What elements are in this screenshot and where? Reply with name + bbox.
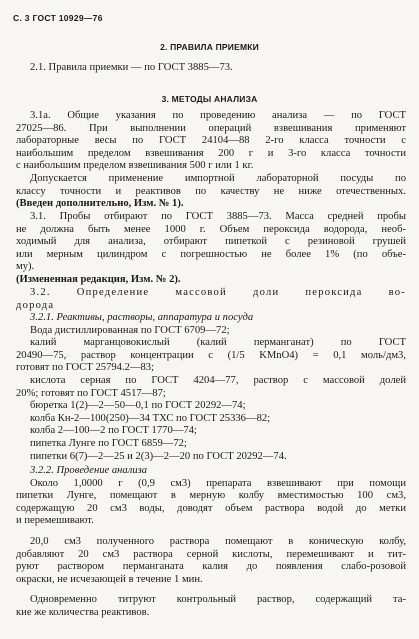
text-line: 20%; готовят по ГОСТ 4517—87;	[16, 387, 166, 399]
text-line: колба 2—100—2 по ГОСТ 1770—74;	[30, 425, 197, 437]
paragraph-2-1	[30, 62, 419, 75]
paragraph-3-2	[16, 287, 406, 312]
text-line: кислота серная по ГОСТ 4204—77, раствор с массовой долей	[30, 374, 406, 386]
section-3-title: 3. МЕТОДЫ АНАЛИЗА	[161, 94, 258, 104]
text-line: кие же количества реактивов.	[16, 606, 150, 618]
text-line: пипетки 6(7)—2—25 и 2(3)—2—20 по ГОСТ 20292—74.	[30, 450, 287, 462]
text-line: с наибольшим пределом взвешивания 500 г или 1 кг.	[16, 160, 254, 172]
text-line: Около 1,0000 г (0,9 см3) препарата взвешивают при помощи	[30, 477, 406, 489]
text-line: Допускается применение импортной лабораторной посуды по	[30, 172, 406, 184]
text-line: классу точности и реактивов по качеству не ниже отечественных.	[16, 185, 406, 197]
text-line: колба Кн-2—100(250)—34 ТХС по ГОСТ 25336—82;	[30, 412, 271, 424]
text-line: калий марганцовокислый (калий перманганат) по ГОСТ	[30, 337, 406, 349]
text-line: готовят по ГОСТ 25794.2—83;	[16, 362, 155, 374]
text-line: 20490—75, раствор концентрации c (1/5 KMnO4) = 0,1 моль/дм3,	[16, 349, 406, 361]
text-line: наибольшим пределом взвешивания 200 г и 3-го класса точности	[16, 147, 406, 159]
text-line: руют раствором перманганата калия до появления слабо-розовой	[16, 561, 406, 573]
text-line: и перемешивают.	[16, 515, 94, 527]
subsection-title: 3.2.1. Реактивы, растворы, аппаратура и посуда	[30, 312, 254, 323]
paragraph-3-1	[16, 211, 406, 287]
text-line: 20,0 см3 полученного раствора помещают в коническую колбу,	[30, 536, 406, 547]
text-line: 3.1. Пробы отбирают по ГОСТ 3885—73. Масса средней пробы	[30, 211, 406, 222]
text-line: Одновременно титруют контрольный раствор, содержащий та-	[30, 594, 406, 605]
text-line: 2.1. Правила приемки — по ГОСТ 3885—73.	[30, 62, 233, 73]
text-line: 27025—86. При выполнении операций взвешивания применяют	[16, 122, 406, 134]
text-line: 3.2. Определение массовой доли пероксида во-	[30, 287, 406, 298]
text-line: 3.1а. Общие указания по проведению анализа — по ГОСТ	[30, 110, 406, 121]
text-line: пипетки Лунге, помещают в мерную колбу вместимостью 100 см3,	[16, 490, 406, 502]
text-line: пипетка Лунге по ГОСТ 6859—72;	[30, 437, 187, 449]
text-line: лабораторные весы по ГОСТ 24104—88 2-го класса точности с	[16, 135, 406, 147]
subsection-title: 3.2.2. Проведение анализа	[30, 465, 148, 476]
text-line: не должна быть менее 1000 г. Объем пероксида водорода, необ-	[16, 223, 406, 235]
amendment-note: (Введен дополнительно, Изм. № 1).	[16, 198, 184, 210]
text-line: ходимый для анализа, отбирают пипеткой с резиновой грушей	[16, 236, 406, 248]
page-header: С. 3 ГОСТ 10929—76	[13, 13, 103, 23]
text-line: дорода	[16, 299, 55, 311]
text-line: му).	[16, 261, 35, 273]
paragraph-control	[16, 594, 406, 619]
text-line: добавляют 20 см3 раствора серной кислоты, перемешивают и тит-	[16, 548, 406, 560]
paragraph-titration	[16, 536, 406, 586]
amendment-note: (Измененная редакция, Изм. № 2).	[16, 273, 181, 285]
paragraph-3-2-2	[16, 465, 406, 528]
text-line: содержащую 20 см3 воды, доводят объем раствора водой до метки	[16, 502, 406, 514]
paragraph-3-2-1	[16, 312, 406, 463]
section-2-title: 2. ПРАВИЛА ПРИЕМКИ	[160, 42, 259, 52]
text-line: бюретка 1(2)—2—50—0,1 по ГОСТ 20292—74;	[30, 400, 246, 412]
text-line: Вода дистиллированная по ГОСТ 6709—72;	[30, 324, 230, 336]
text-line: окраски, не исчезающей в течение 1 мин.	[16, 573, 203, 585]
text-line: или мерным цилиндром с погрешностью не более 1% (по объе-	[16, 248, 406, 260]
paragraph-3-1a	[16, 110, 406, 211]
